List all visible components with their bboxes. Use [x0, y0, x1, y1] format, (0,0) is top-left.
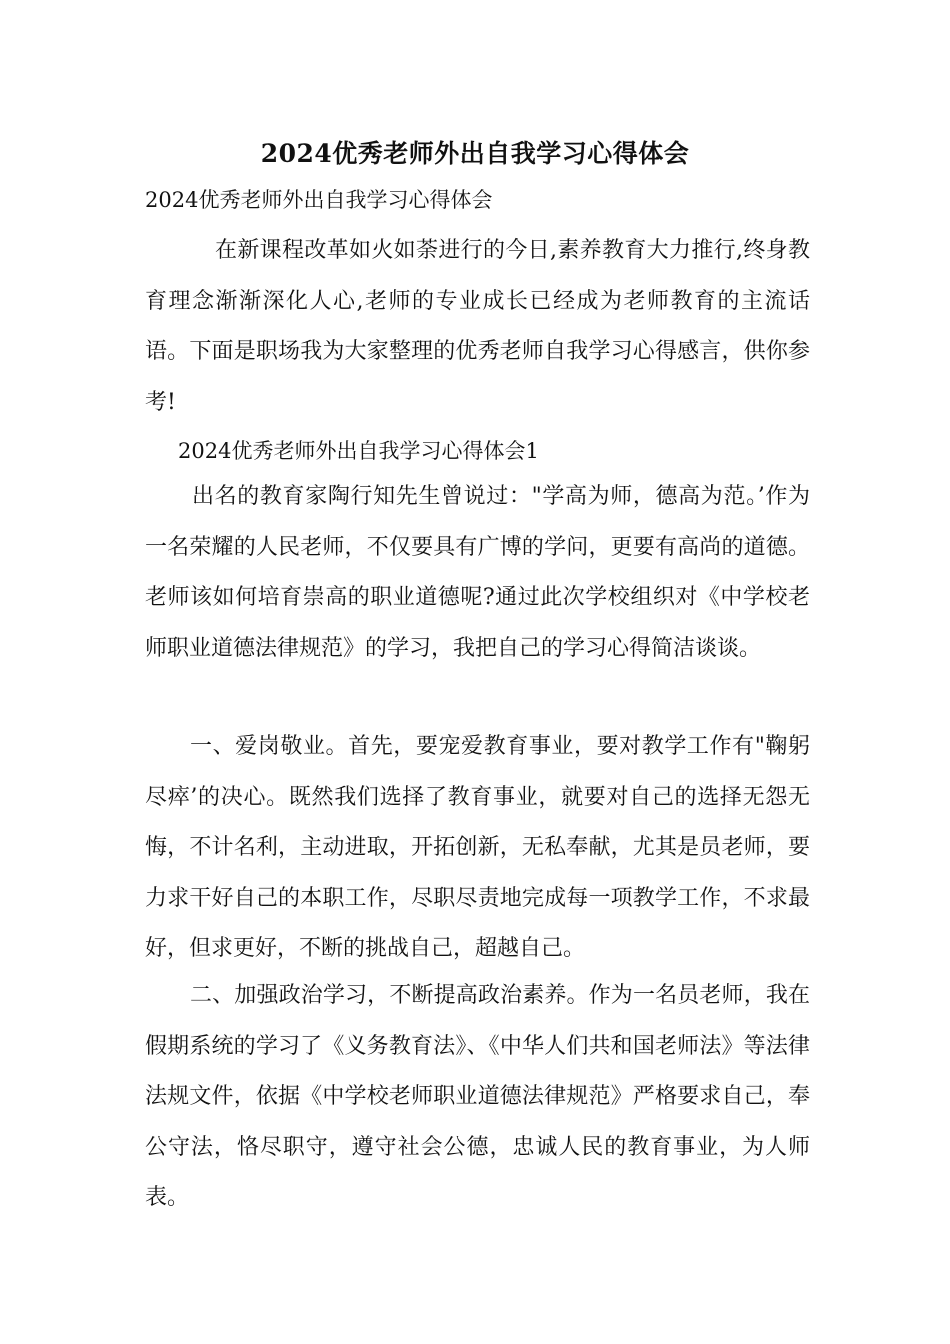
section-heading: 2024优秀老师外出自我学习心得体会1 [178, 439, 539, 463]
intro-paragraph: 在新课程改革如火如荼进行的今日,素养教育大力推行,终身教育理念渐渐深化人心,老师的专业成长已经成为老师教育的主流话语。下面是职场我为大家整理的优秀老师自我学习心得感言，供你参考! [145, 238, 810, 415]
body-paragraph: 出名的教育家陶行知先生曾说过："学高为师，德高为范。’作为一名荣耀的人民老师，不仅要具有广博的学问，更要有高尚的道德。老师该如何培育崇高的职业道德呢?通过此次学校组织对《中学校老师职业道德法律规范》的学习，我把自己的学习心得简洁谈谈。 [145, 484, 810, 661]
body-paragraph: 二、加强政治学习，不断提高政治素养。作为一名员老师，我在假期系统的学习了《义务教育法》、《中华人们共和国老师法》等法律法规文件，依据《中学校老师职业道德法律规范》严格要求自己，奉公守法，恪尽职守，遵守社会公德，忠诚人民的教育事业，为人师表。 [145, 983, 810, 1210]
body-paragraph: 一、爱岗敬业。首先，要宠爱教育事业，要对教学工作有"鞠躬尽瘁’的决心。既然我们选择了教育事业，就要对自己的选择无怨无悔，不计名利，主动进取，开拓创新，无私奉献，尤其是员老师，要力求干好自己的本职工作，尽职尽责地完成每一项教学工作，不求最好，但求更好，不断的挑战自己，超越自己。 [145, 734, 810, 961]
document-title: 2024优秀老师外出自我学习心得体会 [260, 139, 690, 168]
document-subtitle: 2024优秀老师外出自我学习心得体会 [145, 188, 493, 212]
